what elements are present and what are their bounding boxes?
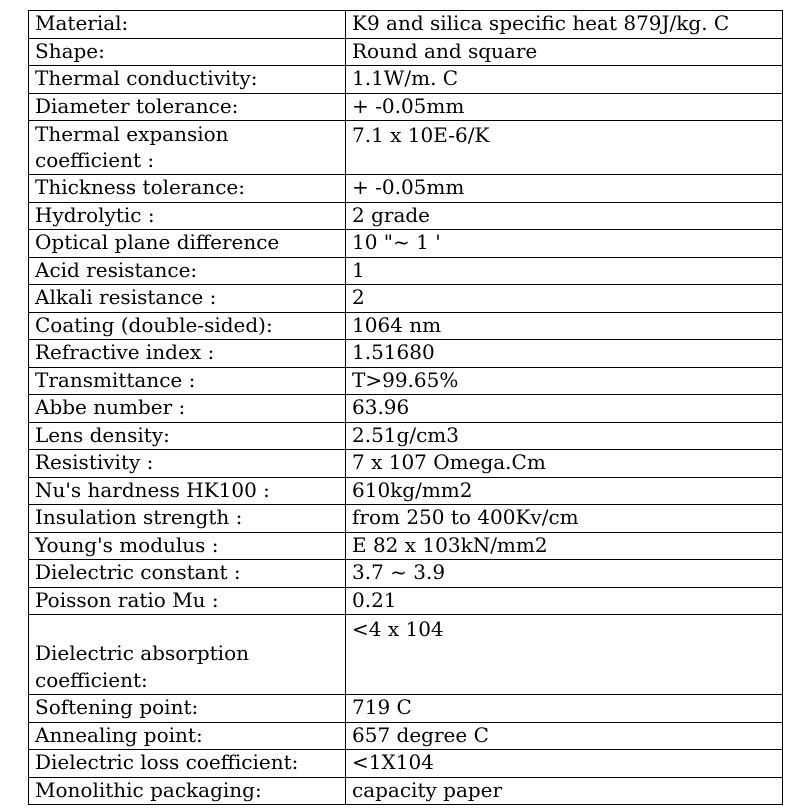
row-value: E 82 x 103kN/mm2 bbox=[346, 532, 783, 560]
row-value: 719 C bbox=[346, 695, 783, 723]
table-row bbox=[29, 312, 783, 340]
row-value: 10 "~ 1 ' bbox=[346, 230, 783, 258]
table-row bbox=[29, 38, 783, 66]
row-label: Lens density: bbox=[29, 422, 346, 450]
table-row bbox=[29, 230, 783, 258]
table-row bbox=[29, 93, 783, 121]
row-label: Nu's hardness HK100 : bbox=[29, 477, 346, 505]
row-value: 1.51680 bbox=[346, 340, 783, 368]
table-row bbox=[29, 285, 783, 313]
spec-table bbox=[28, 10, 783, 805]
row-value: 63.96 bbox=[346, 395, 783, 423]
row-label: Annealing point: bbox=[29, 722, 346, 750]
row-label: Abbe number : bbox=[29, 395, 346, 423]
table-row bbox=[29, 615, 783, 695]
row-label: Material: bbox=[29, 11, 346, 39]
row-value: from 250 to 400Kv/cm bbox=[346, 505, 783, 533]
row-label: Coating (double-sided): bbox=[29, 312, 346, 340]
table-row bbox=[29, 722, 783, 750]
row-label: Softening point: bbox=[29, 695, 346, 723]
row-value: 0.21 bbox=[346, 587, 783, 615]
row-value: 2.51g/cm3 bbox=[346, 422, 783, 450]
table-row bbox=[29, 777, 783, 805]
row-value: 1.1W/m. C bbox=[346, 66, 783, 94]
row-label: Thermal conductivity: bbox=[29, 66, 346, 94]
table-row bbox=[29, 11, 783, 39]
table-row bbox=[29, 477, 783, 505]
row-value: + -0.05mm bbox=[346, 175, 783, 203]
table-row bbox=[29, 257, 783, 285]
row-value: 3.7 ~ 3.9 bbox=[346, 560, 783, 588]
table-row bbox=[29, 175, 783, 203]
table-row bbox=[29, 587, 783, 615]
row-label: Monolithic packaging: bbox=[29, 777, 346, 805]
table-row bbox=[29, 450, 783, 478]
row-value: K9 and silica specific heat 879J/kg. C bbox=[346, 11, 783, 39]
row-value: 2 bbox=[346, 285, 783, 313]
table-row bbox=[29, 560, 783, 588]
row-label: Shape: bbox=[29, 38, 346, 66]
row-value: 7 x 107 Omega.Cm bbox=[346, 450, 783, 478]
table-row bbox=[29, 395, 783, 423]
row-label: Optical plane difference bbox=[29, 230, 346, 258]
table-row bbox=[29, 202, 783, 230]
row-label: Young's modulus : bbox=[29, 532, 346, 560]
row-value: 610kg/mm2 bbox=[346, 477, 783, 505]
row-label: Alkali resistance : bbox=[29, 285, 346, 313]
row-label: Refractive index : bbox=[29, 340, 346, 368]
table-row bbox=[29, 121, 783, 175]
row-label: Transmittance : bbox=[29, 367, 346, 395]
row-label: Resistivity : bbox=[29, 450, 346, 478]
row-value: T>99.65% bbox=[346, 367, 783, 395]
row-label: Hydrolytic : bbox=[29, 202, 346, 230]
row-value: 657 degree C bbox=[346, 722, 783, 750]
row-value: 1 bbox=[346, 257, 783, 285]
row-label: Insulation strength : bbox=[29, 505, 346, 533]
row-label: Poisson ratio Mu : bbox=[29, 587, 346, 615]
row-value: Round and square bbox=[346, 38, 783, 66]
row-label: Thermal expansion coefficient : bbox=[29, 121, 346, 175]
row-value: 1064 nm bbox=[346, 312, 783, 340]
row-label: Dielectric absorption coefficient: bbox=[29, 615, 346, 695]
table-row bbox=[29, 422, 783, 450]
table-row bbox=[29, 66, 783, 94]
row-value: capacity paper bbox=[346, 777, 783, 805]
table-row bbox=[29, 367, 783, 395]
row-value: + -0.05mm bbox=[346, 93, 783, 121]
table-row bbox=[29, 750, 783, 778]
table-row bbox=[29, 532, 783, 560]
table-row bbox=[29, 695, 783, 723]
spec-sheet bbox=[28, 10, 770, 805]
row-value: <1X104 bbox=[346, 750, 783, 778]
row-label: Diameter tolerance: bbox=[29, 93, 346, 121]
row-value: <4 x 104 bbox=[346, 615, 783, 695]
row-label: Dielectric constant : bbox=[29, 560, 346, 588]
row-label: Dielectric loss coefficient: bbox=[29, 750, 346, 778]
table-row bbox=[29, 340, 783, 368]
row-value: 2 grade bbox=[346, 202, 783, 230]
row-label: Acid resistance: bbox=[29, 257, 346, 285]
row-label: Thickness tolerance: bbox=[29, 175, 346, 203]
row-value: 7.1 x 10E-6/K bbox=[346, 121, 783, 175]
table-row bbox=[29, 505, 783, 533]
